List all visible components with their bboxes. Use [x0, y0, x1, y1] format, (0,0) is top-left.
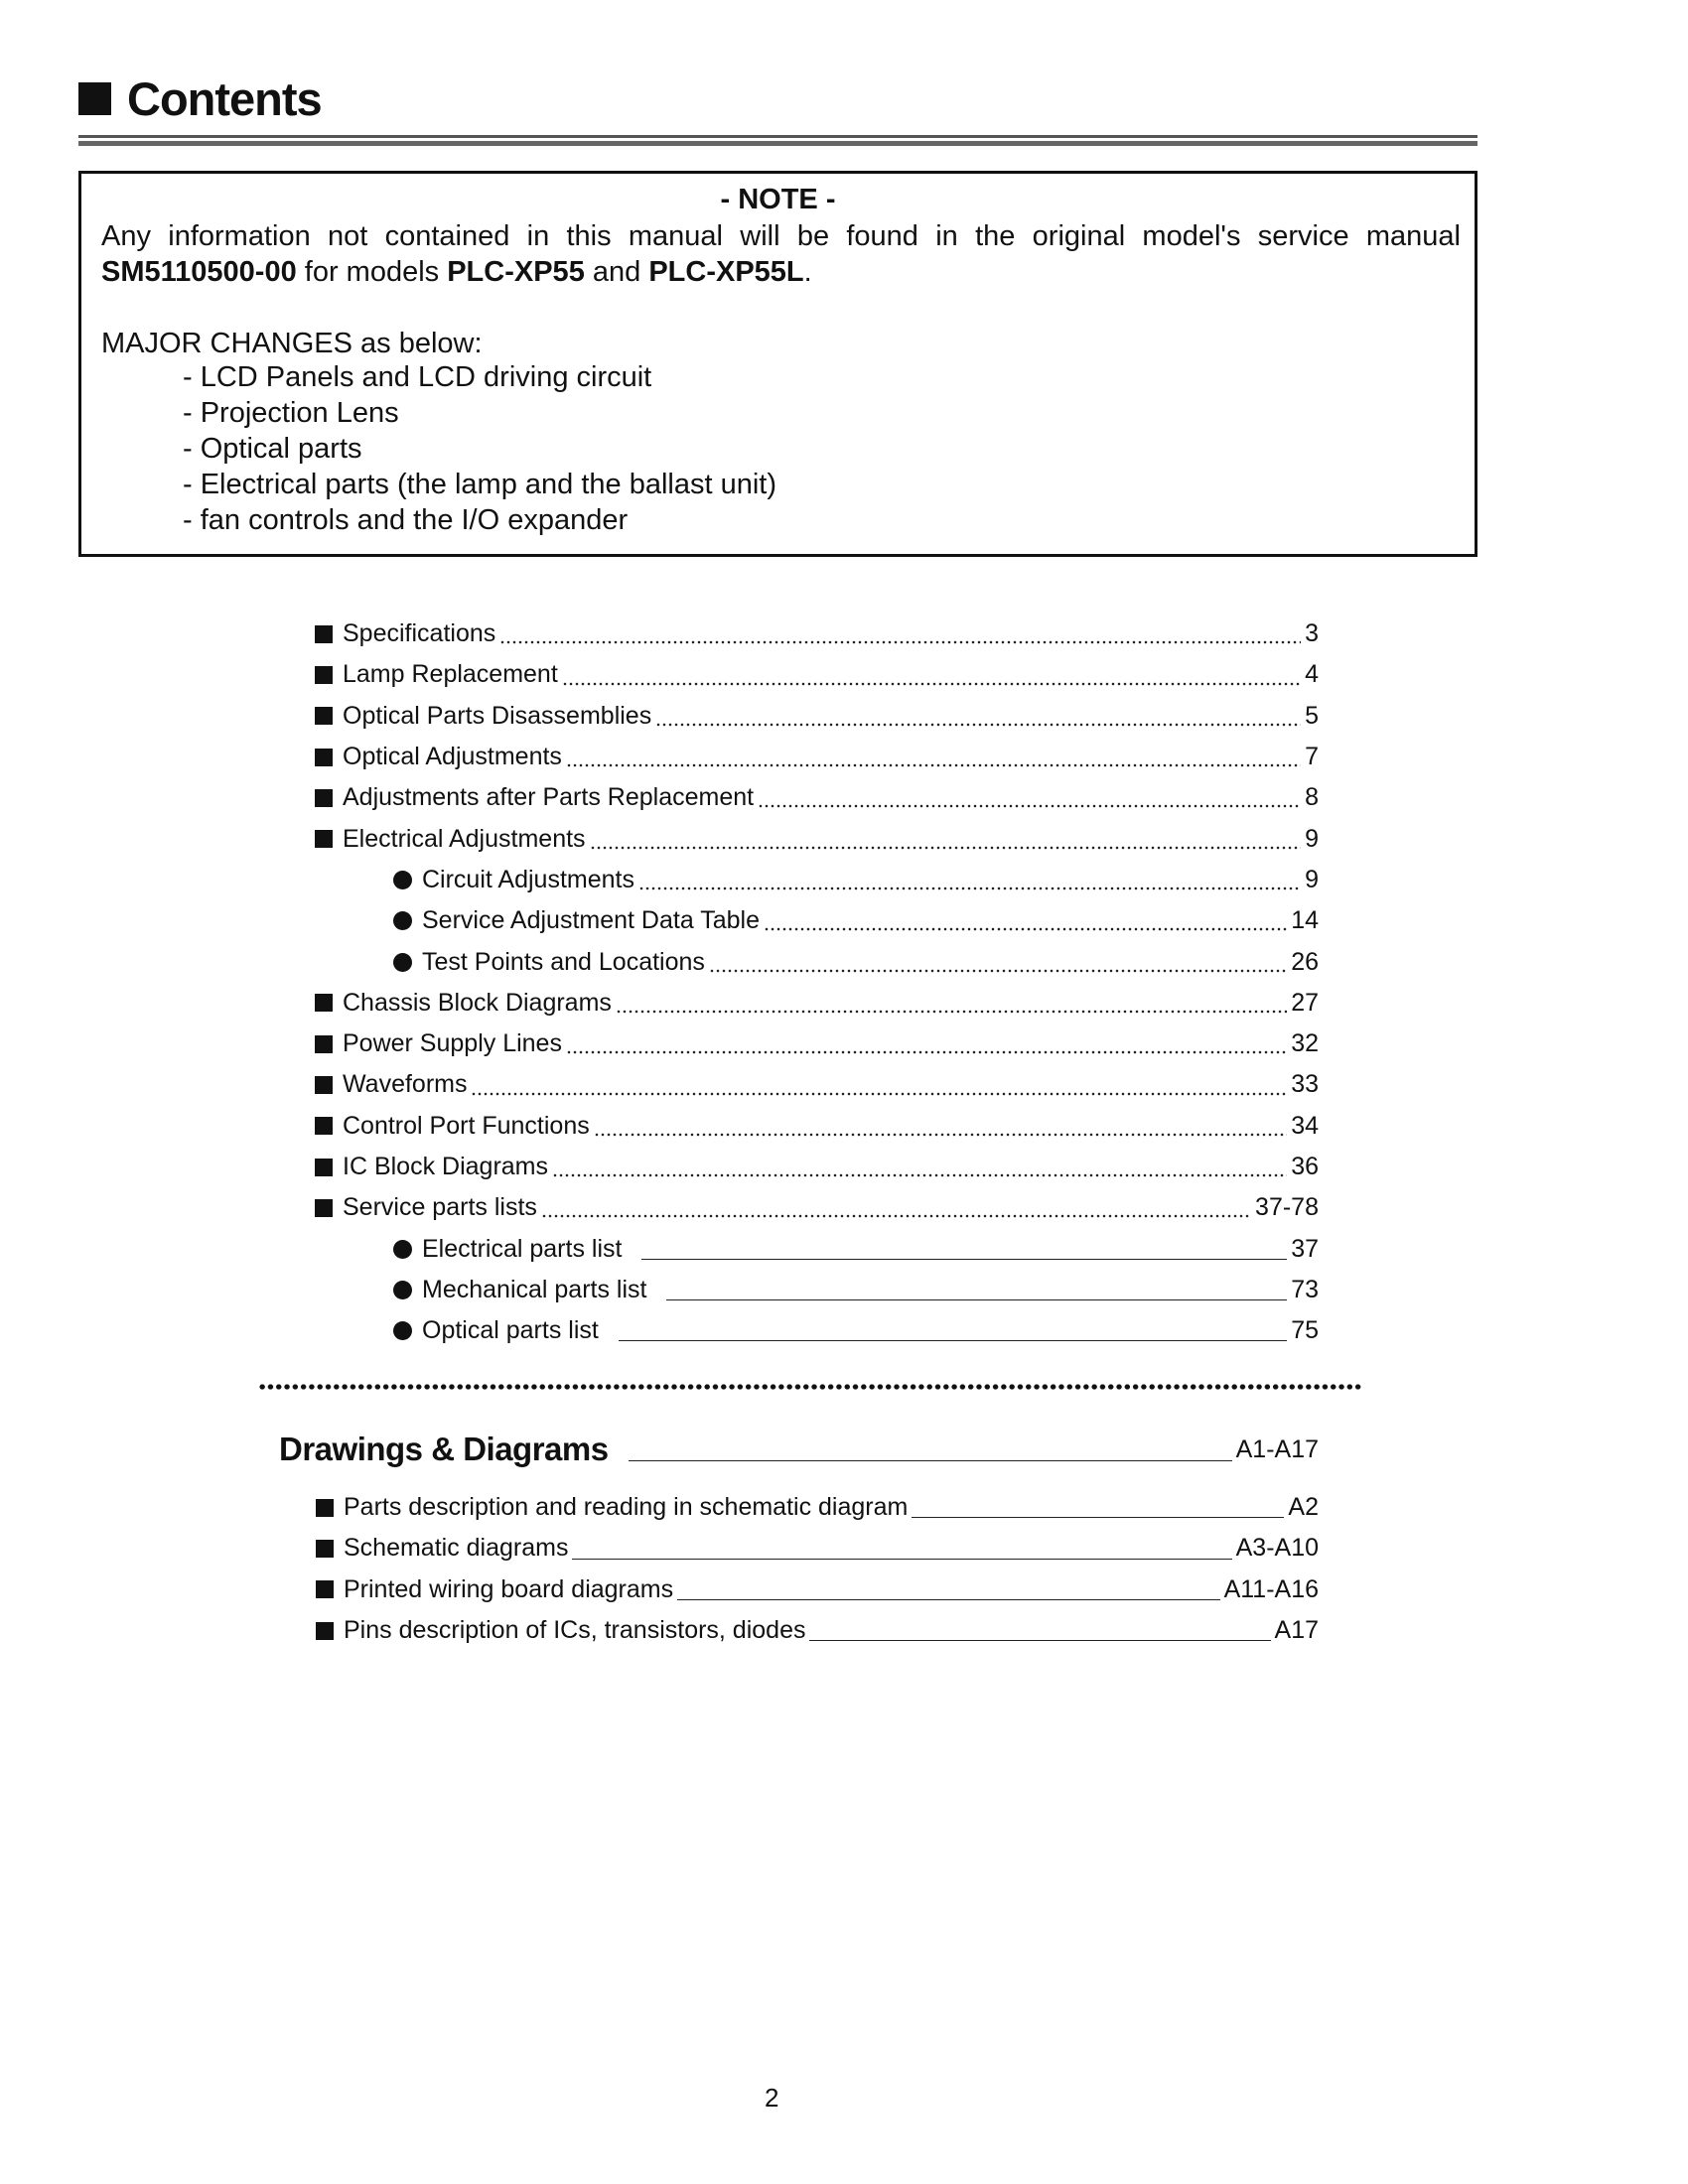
leader-dots: [758, 788, 1301, 808]
square-bullet-icon: [315, 1159, 333, 1176]
square-bullet-icon: [78, 82, 111, 115]
toc-label: Service parts lists: [343, 1193, 537, 1222]
page-ref: A17: [1274, 1616, 1319, 1645]
page-ref: A2: [1288, 1493, 1319, 1522]
toc-entry[interactable]: [315, 1187, 1319, 1228]
page-ref: 3: [1305, 619, 1319, 648]
square-bullet-icon: [315, 1035, 333, 1053]
table-of-contents: [315, 614, 1319, 1351]
page-ref: 32: [1291, 1029, 1319, 1058]
toc-label: Chassis Block Diagrams: [343, 988, 612, 1017]
toc-entry[interactable]: [315, 1270, 1319, 1310]
leader-dots: [709, 953, 1287, 973]
change-item: - fan controls and the I/O expander: [183, 504, 629, 536]
change-item: - LCD Panels and LCD driving circuit: [183, 361, 652, 393]
drawings-heading-row[interactable]: [279, 1428, 1319, 1471]
text: and: [584, 256, 649, 288]
leader-dots: [655, 707, 1301, 727]
drawings-heading: Drawings & Diagrams: [279, 1431, 609, 1467]
page-number: 2: [765, 2083, 779, 2113]
toc-label: Electrical parts list: [422, 1234, 623, 1263]
text: for models: [296, 256, 448, 288]
square-bullet-icon: [315, 1199, 333, 1217]
toc-entry[interactable]: [315, 1024, 1319, 1064]
page-ref: 37: [1291, 1234, 1319, 1263]
page-ref: 33: [1291, 1070, 1319, 1099]
drawings-entry[interactable]: [316, 1528, 1319, 1569]
page-ref: 8: [1305, 783, 1319, 812]
leader-dots: [552, 1158, 1287, 1177]
page-ref: 34: [1291, 1111, 1319, 1140]
note-heading: - NOTE -: [720, 184, 836, 215]
toc-label: Electrical Adjustments: [343, 824, 586, 853]
circle-bullet-icon: [393, 1240, 412, 1259]
toc-label: Power Supply Lines: [343, 1029, 562, 1058]
toc-entry[interactable]: [315, 1228, 1319, 1269]
leader-line: [619, 1320, 1287, 1341]
title-rule: [78, 135, 1477, 138]
square-bullet-icon: [315, 789, 333, 807]
leader-line: [677, 1579, 1219, 1600]
note-models: [101, 254, 1461, 290]
change-item: - Projection Lens: [183, 397, 399, 429]
page-ref: 75: [1291, 1316, 1319, 1345]
page-ref: A1-A17: [1235, 1434, 1319, 1463]
page-ref: 37-78: [1255, 1193, 1319, 1222]
toc-label: Circuit Adjustments: [422, 865, 634, 893]
toc-label: Adjustments after Parts Replacement: [343, 783, 755, 812]
page-ref: A11-A16: [1223, 1574, 1319, 1603]
dotted-separator: [258, 1383, 1362, 1391]
page-ref: 7: [1305, 743, 1319, 771]
square-bullet-icon: [315, 749, 333, 766]
toc-label: Optical Adjustments: [343, 743, 562, 771]
circle-bullet-icon: [393, 1281, 412, 1299]
drawings-entry[interactable]: [316, 1610, 1319, 1651]
toc-label: Service Adjustment Data Table: [422, 906, 761, 935]
model: PLC-XP55: [447, 256, 585, 288]
toc-entry[interactable]: [315, 1147, 1319, 1187]
circle-bullet-icon: [393, 953, 412, 972]
leader-dots: [541, 1198, 1251, 1218]
change-item: - Optical parts: [183, 433, 362, 465]
toc-entry[interactable]: [315, 818, 1319, 859]
page-ref: A3-A10: [1235, 1534, 1319, 1563]
toc-label: Optical parts list: [422, 1316, 599, 1345]
leader-dots: [638, 871, 1301, 890]
note-box: [78, 171, 1477, 557]
drawings-section: [279, 1428, 1319, 1651]
toc-label: Lamp Replacement: [343, 660, 558, 689]
square-bullet-icon: [315, 1117, 333, 1135]
toc-entry[interactable]: [315, 696, 1319, 737]
leader-dots: [566, 748, 1301, 767]
page-ref: 9: [1305, 824, 1319, 853]
leader-line: [641, 1239, 1287, 1260]
toc-label: Optical Parts Disassemblies: [343, 701, 652, 730]
square-bullet-icon: [315, 994, 333, 1012]
toc-entry[interactable]: [315, 1064, 1319, 1105]
leader-dots: [616, 994, 1287, 1014]
title-text: Contents: [127, 72, 322, 125]
change-item: - Electrical parts (the lamp and the ballast unit): [183, 469, 776, 500]
page-title: [78, 71, 322, 126]
leader-line: [629, 1440, 1232, 1461]
square-bullet-icon: [315, 625, 333, 643]
square-bullet-icon: [316, 1540, 334, 1558]
page-ref: 14: [1291, 906, 1319, 935]
page-ref: 5: [1305, 701, 1319, 730]
toc-entry[interactable]: [315, 654, 1319, 695]
circle-bullet-icon: [393, 911, 412, 930]
drawings-entry[interactable]: [316, 1487, 1319, 1528]
toc-label: Waveforms: [343, 1070, 468, 1099]
toc-entry[interactable]: [315, 777, 1319, 818]
toc-entry[interactable]: [315, 614, 1319, 654]
text: .: [803, 256, 812, 288]
toc-entry[interactable]: [315, 860, 1319, 900]
toc-entry[interactable]: [315, 900, 1319, 941]
toc-label: Schematic diagrams: [344, 1534, 569, 1563]
leader-line: [666, 1280, 1287, 1300]
leader-line: [572, 1539, 1231, 1560]
leader-dots: [499, 624, 1301, 644]
square-bullet-icon: [316, 1580, 334, 1598]
leader-dots: [590, 830, 1302, 850]
toc-entry[interactable]: [315, 983, 1319, 1024]
toc-entry[interactable]: [315, 737, 1319, 777]
square-bullet-icon: [316, 1622, 334, 1640]
square-bullet-icon: [315, 830, 333, 848]
leader-line: [912, 1497, 1284, 1518]
leader-dots: [594, 1117, 1287, 1137]
page-ref: 73: [1291, 1275, 1319, 1303]
leader-dots: [562, 666, 1301, 686]
note-text: Any information not contained in this manual will be found in the original model's service manual: [101, 220, 1461, 252]
toc-label: Parts description and reading in schematic diagram: [344, 1493, 909, 1522]
leader-dots: [764, 911, 1287, 931]
circle-bullet-icon: [393, 871, 412, 889]
square-bullet-icon: [315, 666, 333, 684]
toc-entry[interactable]: [315, 1106, 1319, 1147]
square-bullet-icon: [315, 707, 333, 725]
page-ref: 26: [1291, 947, 1319, 976]
leader-line: [809, 1620, 1270, 1641]
changes-heading: MAJOR CHANGES as below:: [101, 328, 483, 359]
title-rule: [78, 141, 1477, 146]
page-ref: 4: [1305, 660, 1319, 689]
toc-label: Control Port Functions: [343, 1111, 590, 1140]
toc-label: Printed wiring board diagrams: [344, 1574, 674, 1603]
model: PLC-XP55L: [648, 256, 804, 288]
square-bullet-icon: [316, 1499, 334, 1517]
circle-bullet-icon: [393, 1321, 412, 1340]
toc-label: Mechanical parts list: [422, 1275, 647, 1303]
toc-entry[interactable]: [315, 941, 1319, 982]
toc-label: Test Points and Locations: [422, 947, 705, 976]
toc-label: Specifications: [343, 619, 496, 648]
toc-label: Pins description of ICs, transistors, diodes: [344, 1616, 806, 1645]
manual-id: SM5110500-00: [101, 256, 297, 288]
leader-dots: [566, 1034, 1287, 1054]
drawings-entry[interactable]: [316, 1570, 1319, 1610]
page-ref: 27: [1291, 988, 1319, 1017]
page-ref: 9: [1305, 865, 1319, 893]
square-bullet-icon: [315, 1076, 333, 1094]
toc-label: IC Block Diagrams: [343, 1153, 548, 1180]
leader-dots: [471, 1076, 1287, 1096]
page-ref: 36: [1291, 1153, 1319, 1180]
toc-entry[interactable]: [315, 1310, 1319, 1351]
